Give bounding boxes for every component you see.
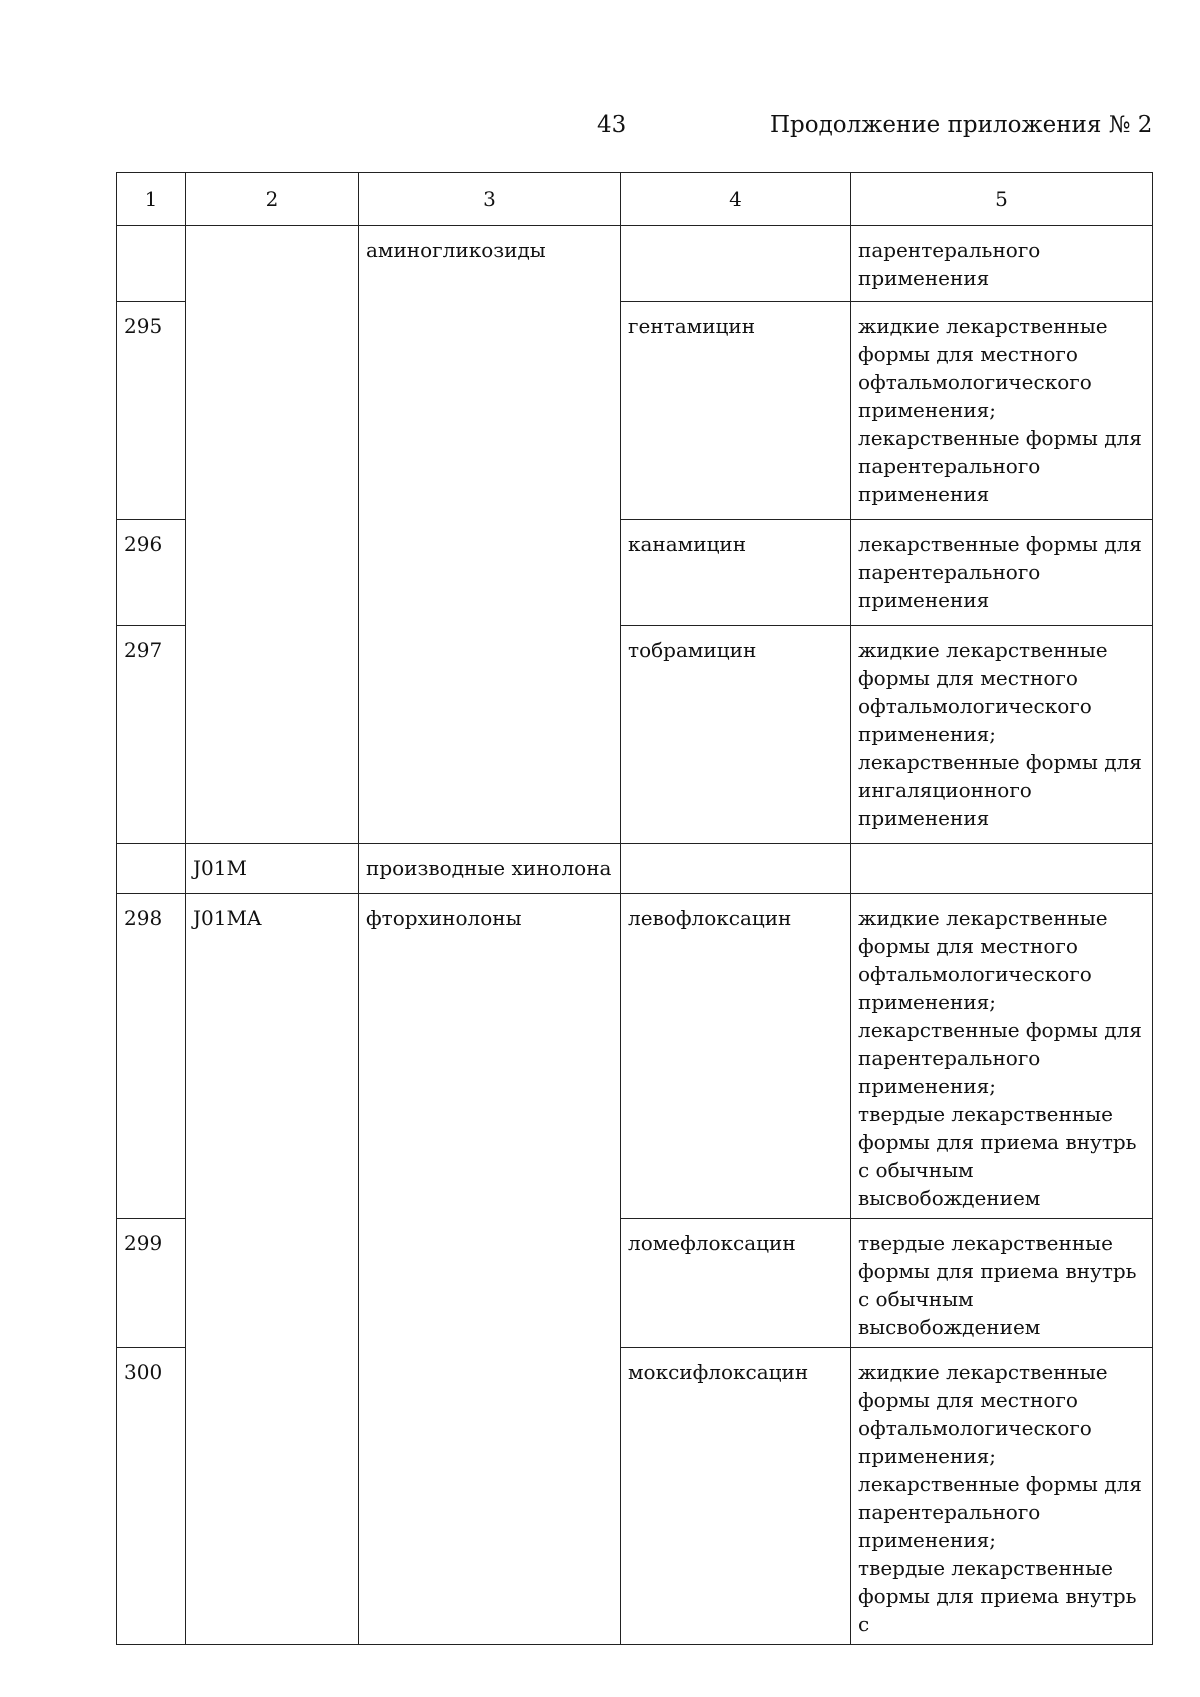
page-number: 43 xyxy=(597,112,627,138)
dosage-form: лекарственные формы для парентерального применения; xyxy=(858,1472,1142,1552)
group-name: аминогликозиды xyxy=(359,226,621,844)
atc-code-cell xyxy=(186,226,359,844)
dosage-form: лекарственные формы для ингаляционного применения xyxy=(858,750,1142,830)
column-header-2: 2 xyxy=(186,173,359,226)
dosage-form: лекарственные формы для парентерального применения xyxy=(858,426,1142,506)
drug-name: канамицин xyxy=(621,520,851,626)
row-number: 296 xyxy=(117,520,186,626)
dosage-form: парентерального применения xyxy=(858,238,1041,290)
row-number xyxy=(117,844,186,894)
dosage-forms xyxy=(851,520,1153,626)
atc-code: J01MA xyxy=(186,894,359,1645)
column-header-5: 5 xyxy=(851,173,1153,226)
dosage-form: лекарственные формы для парентерального применения; xyxy=(858,1018,1142,1098)
dosage-form: твердые лекарственные формы для приема внутрь с обычным высвобождением xyxy=(858,1231,1137,1339)
dosage-form: жидкие лекарственные формы для местного офтальмологического применения; xyxy=(858,906,1108,1014)
medication-table xyxy=(116,172,1153,1645)
dosage-form: лекарственные формы для парентерального применения xyxy=(858,532,1142,612)
drug-name: моксифлоксацин xyxy=(621,1348,851,1645)
dosage-forms xyxy=(851,844,1153,894)
row-number: 298 xyxy=(117,894,186,1219)
dosage-form: жидкие лекарственные формы для местного офтальмологического применения; xyxy=(858,1360,1108,1468)
page-header xyxy=(0,112,1200,152)
dosage-forms xyxy=(851,1348,1153,1645)
dosage-forms xyxy=(851,226,1153,302)
drug-name: ломефлоксацин xyxy=(621,1219,851,1348)
column-number-row xyxy=(117,173,1153,226)
dosage-form: жидкие лекарственные формы для местного офтальмологического применения; xyxy=(858,314,1108,422)
dosage-form: твердые лекарственные формы для приема внутрь с обычным высвобождением xyxy=(858,1102,1137,1210)
row-number: 299 xyxy=(117,1219,186,1348)
drug-name: тобрамицин xyxy=(621,626,851,844)
table-row xyxy=(117,894,1153,1219)
drug-name: гентамицин xyxy=(621,302,851,520)
column-header-3: 3 xyxy=(359,173,621,226)
row-number: 295 xyxy=(117,302,186,520)
dosage-forms xyxy=(851,302,1153,520)
dosage-forms xyxy=(851,1219,1153,1348)
row-number: 297 xyxy=(117,626,186,844)
group-name: производные хинолона xyxy=(359,844,621,894)
appendix-continuation-title: Продолжение приложения № 2 xyxy=(770,112,1153,138)
drug-name: левофлоксацин xyxy=(621,894,851,1219)
row-number: 300 xyxy=(117,1348,186,1645)
group-name: фторхинолоны xyxy=(359,894,621,1645)
table-row xyxy=(117,844,1153,894)
column-header-4: 4 xyxy=(621,173,851,226)
atc-code: J01M xyxy=(186,844,359,894)
dosage-form: твердые лекарственные формы для приема внутрь с xyxy=(858,1556,1137,1636)
dosage-form: жидкие лекарственные формы для местного офтальмологического применения; xyxy=(858,638,1108,746)
column-header-1: 1 xyxy=(117,173,186,226)
dosage-forms xyxy=(851,894,1153,1219)
table-row xyxy=(117,226,1153,302)
drug-name xyxy=(621,844,851,894)
drug-name xyxy=(621,226,851,302)
row-number xyxy=(117,226,186,302)
dosage-forms xyxy=(851,626,1153,844)
